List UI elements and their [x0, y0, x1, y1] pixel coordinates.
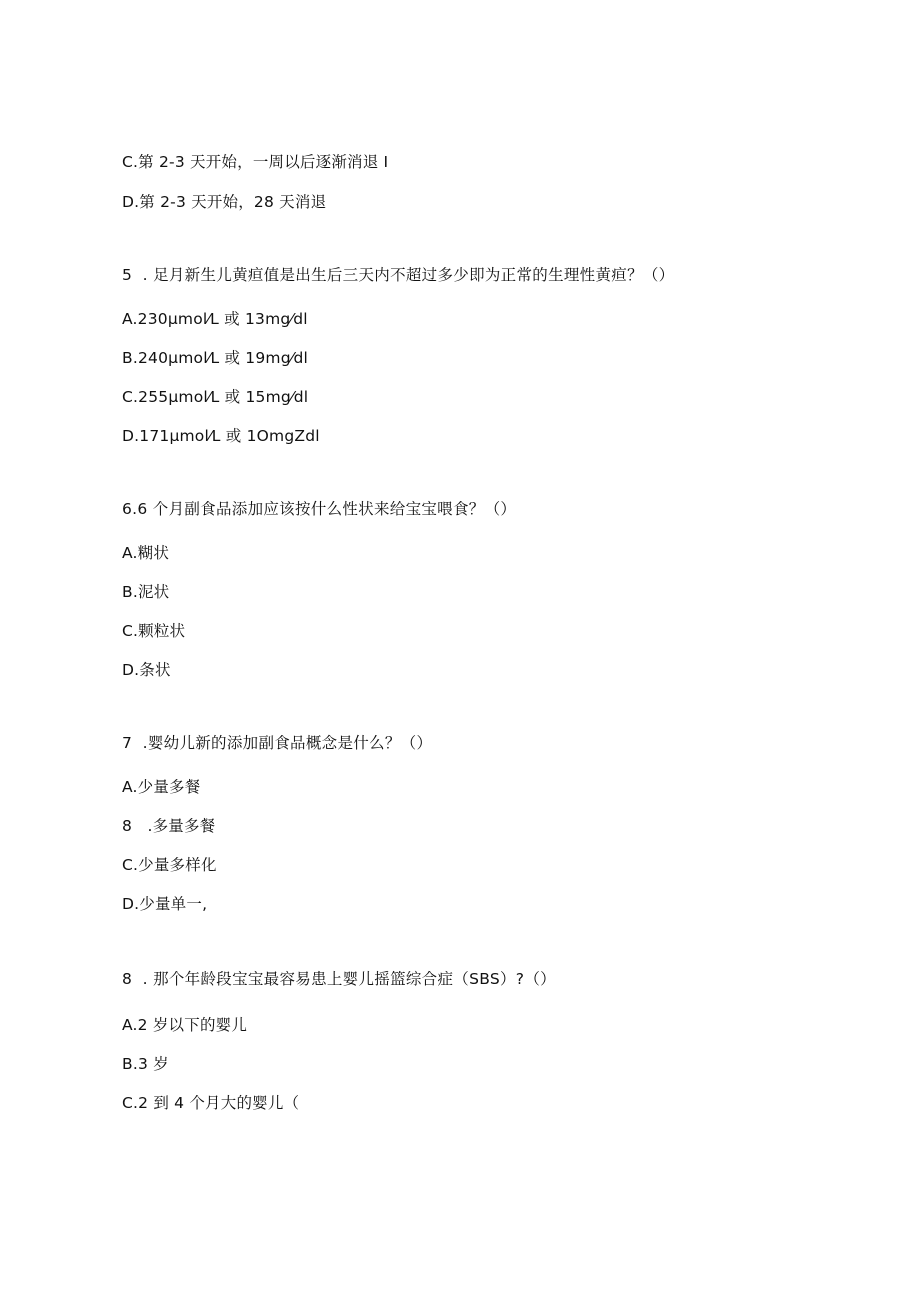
- option-a-q8: A.2 岁以下的婴儿: [122, 1016, 248, 1034]
- option-d-q4: D.第 2-3 天开始，28 天消退: [122, 193, 327, 211]
- option-b-q8: B.3 岁: [122, 1055, 169, 1073]
- option-c-q8: C.2 到 4 个月大的婴儿（: [122, 1094, 300, 1112]
- option-a-q6: A.糊状: [122, 544, 170, 562]
- option-c-q6: C.颗粒状: [122, 622, 186, 640]
- question-6: 6.6 个月副食品添加应该按什么性状来给宝宝喂食？（）: [122, 500, 517, 518]
- option-c-q4: C.第 2-3 天开始，一周以后逐渐消退 I: [122, 153, 389, 171]
- option-b-q6: B.泥状: [122, 583, 170, 601]
- option-a-q7: A.少量多餐: [122, 778, 201, 796]
- question-7: 7 .婴幼儿新的添加副食品概念是什么？（）: [122, 734, 433, 752]
- option-a-q5: A.230μmol⁄L 或 13mg⁄dl: [122, 310, 308, 328]
- question-8: 8 . 那个年龄段宝宝最容易患上婴儿摇篮综合症（SBS）?（）: [122, 970, 556, 988]
- option-b-q5: B.240μmol⁄L 或 19mg⁄dl: [122, 349, 309, 367]
- option-c-q5: C.255μmol⁄L 或 15mg⁄dl: [122, 388, 309, 406]
- option-d-q6: D.条状: [122, 661, 171, 679]
- option-c-q7: C.少量多样化: [122, 856, 217, 874]
- question-5: 5 . 足月新生儿黄疸值是出生后三天内不超过多少即为正常的生理性黄疸？（）: [122, 266, 675, 284]
- option-d-q5: D.171μmol⁄L 或 1OmgZdl: [122, 427, 320, 445]
- option-b-q7: 8 .多量多餐: [122, 817, 216, 835]
- option-d-q7: D.少量单一,: [122, 895, 208, 913]
